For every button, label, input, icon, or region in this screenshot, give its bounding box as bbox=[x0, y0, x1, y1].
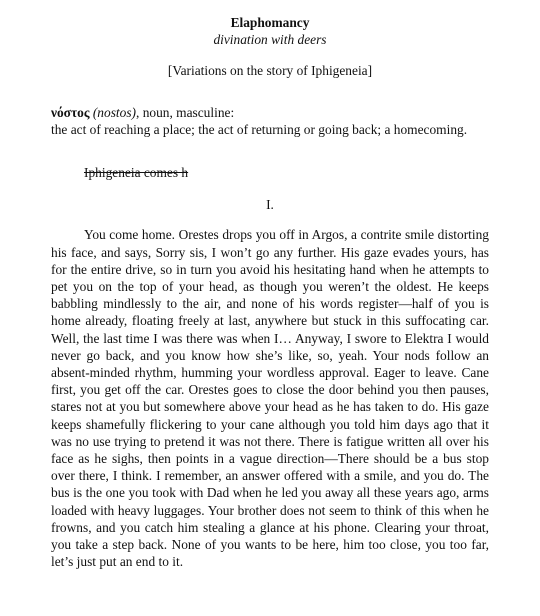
definition-meaning: the act of reaching a place; the act of returning or going back; a homecoming. bbox=[51, 121, 468, 137]
definition-term: νόστος bbox=[51, 104, 90, 120]
definition-grammar: , noun, masculine: bbox=[136, 104, 235, 120]
document-title: Elaphomancy bbox=[230, 15, 310, 30]
variations-note: [Variations on the story of Iphigeneia] bbox=[167, 63, 373, 79]
definition-headline bbox=[51, 104, 489, 121]
section-body-paragraph: You come home. Orestes drops you off in Argos, a contrite smile distorting his face, and says, Sorry sis, I won’t go any further. His gaze evades yours, has for the entire drive, so in turn you avoid his hesitating hand when he attempts to pet you on the top of your head, as though you weren’t the oldest. He keeps babbling mindlessly to the air, and none of his words register—half of you is home already, floating freely at last, anywhere but stuck in this suffocating car. Well, the last time I was there was when I… Anyway, I swore to Elektra I would never go back, and you know how she’s like, so, yeah. Your nods follow an absent-minded rhythm, humming your wordless approval. Eager to leave. Cane first, you get off the car. Orestes goes to close the door behind you then pauses, stares not at you but somewhere above your head as he has taken to do. His gaze keeps shamefully flickering to your cane although you told him days ago that it was no use trying to pretend it was not there. There is fatigue written all over his face as he sighs, then points in a vague direction—There should be a bus stop over there, I think. I remember, an answer offered with a smile, and you do. The bus is the one you took with Dad when he led you away all these years ago, arms loaded with heavy luggages. Your brother does not seem to think of this when he frowns, and you catch him stealing a glance at his phone. Clearing your throat, you take a step back. None of you wants to be here, him too close, you too far, let’s just put an end to it. bbox=[51, 227, 489, 570]
document-subtitle: divination with deers bbox=[213, 32, 327, 48]
struck-heading: Iphigeneia comes h bbox=[84, 165, 189, 181]
definition-transliteration: (nostos) bbox=[92, 104, 136, 120]
section-number: I. bbox=[266, 197, 274, 213]
definition-block bbox=[51, 104, 489, 138]
